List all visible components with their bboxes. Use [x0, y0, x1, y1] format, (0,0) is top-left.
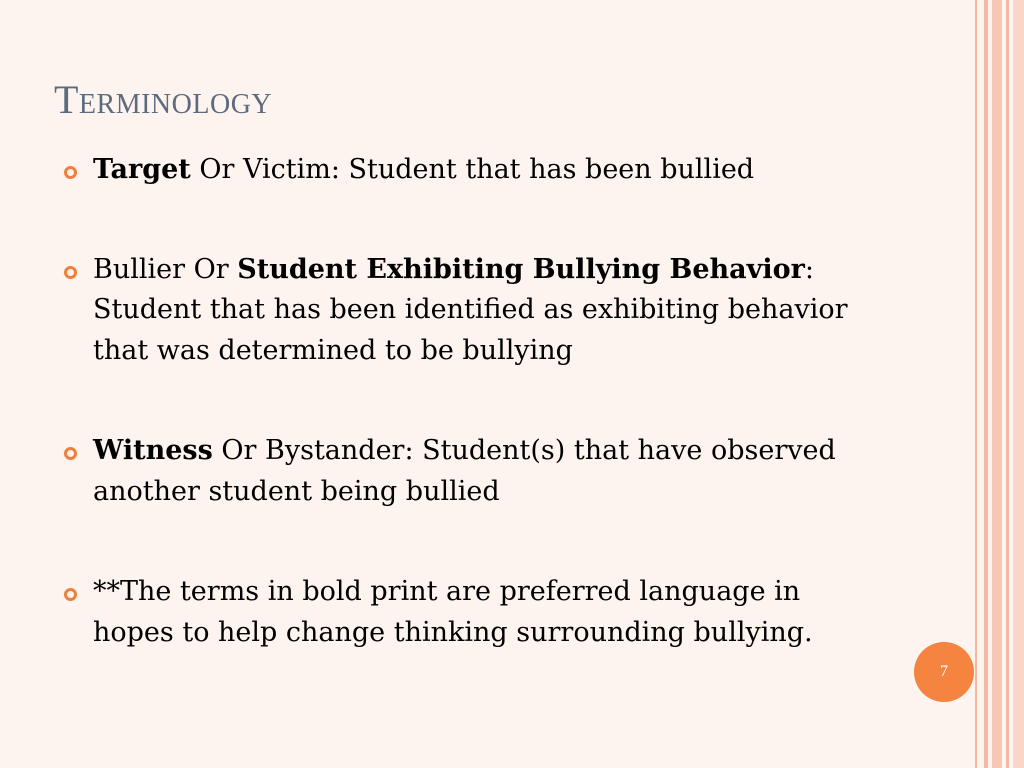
slide-title: Terminology — [54, 77, 273, 122]
bullet-bold-term: Student Exhibiting Bullying Behavior — [237, 253, 805, 285]
bullet-item-bullier — [60, 250, 870, 372]
decorative-stripe — [984, 0, 988, 768]
decorative-stripe — [975, 0, 977, 768]
decorative-stripe — [1013, 0, 1024, 768]
bullet-text: **The terms in bold print are preferred language in hopes to help change thinking surrounding bullying. — [93, 576, 813, 648]
bullet-item-note — [60, 572, 870, 653]
page-number-badge: 7 — [914, 642, 974, 702]
decorative-stripe — [992, 0, 1002, 768]
circle-bullet-icon — [64, 588, 77, 601]
bullet-prefix: Bullier Or — [93, 253, 238, 285]
bullet-bold-term: Target — [93, 154, 191, 185]
circle-bullet-icon — [64, 447, 77, 460]
decorative-stripe — [1006, 0, 1009, 768]
bullet-item-witness — [60, 431, 870, 512]
bullet-text: Or Bystander: Student(s) that have observed another student being bullied — [93, 435, 836, 507]
bullet-text: Or Victim: Student that has been bullied — [190, 154, 755, 185]
circle-bullet-icon — [64, 166, 77, 179]
circle-bullet-icon — [64, 266, 77, 279]
bullet-list — [60, 150, 870, 653]
bullet-bold-term: Witness — [93, 435, 213, 466]
bullet-item-target — [60, 150, 870, 191]
bullet-text: : Student that has been identified as exhibiting behavior that was determined to be bullying — [93, 253, 848, 366]
